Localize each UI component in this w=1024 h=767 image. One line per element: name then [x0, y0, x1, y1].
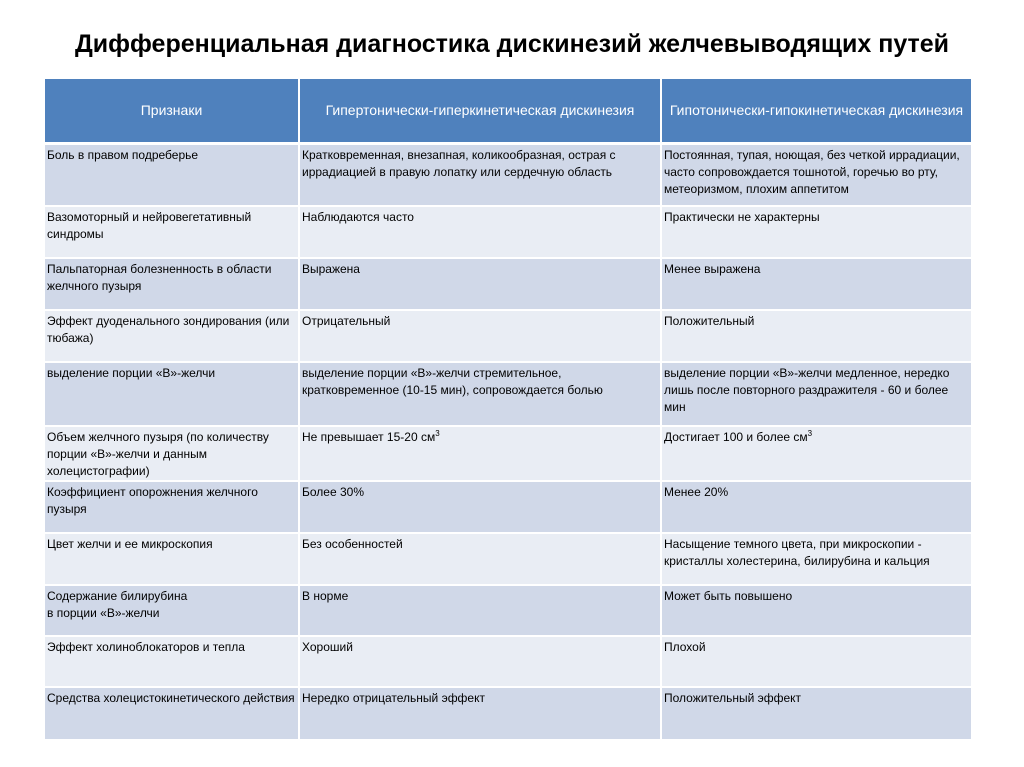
hypo-cell: Положительный эффект	[661, 687, 971, 740]
hyper-cell: Отрицательный	[299, 310, 661, 362]
hyper-cell: Без особенностей	[299, 533, 661, 585]
hyper-cell: Наблюдаются часто	[299, 206, 661, 258]
sign-cell: Боль в правом подреберье	[45, 143, 299, 206]
hyper-cell: Выражена	[299, 258, 661, 310]
sign-line: в порции «В»-желчи	[47, 606, 160, 620]
sign-cell: Объем желчного пузыря (по количеству порции «В»-желчи и данным холецистографии)	[45, 426, 299, 481]
table-row	[45, 310, 971, 362]
sign-cell: Вазомоторный и нейровегетативный синдромы	[45, 206, 299, 258]
hypo-cell: Плохой	[661, 636, 971, 687]
sign-cell	[45, 585, 299, 636]
hypo-cell: выделение порции «В»-желчи медленное, нередко лишь после повторного раздражителя - 60 и более мин	[661, 362, 971, 426]
sign-cell: Пальпаторная болезненность в области желчного пузыря	[45, 258, 299, 310]
header-hypotonic: Гипотонически-гипокинетическая дискинезия	[661, 79, 971, 143]
sign-cell: выделение порции «В»-желчи	[45, 362, 299, 426]
page-title: Дифференциальная диагностика дискинезий желчевыводящих путей	[74, 30, 950, 58]
sign-cell: Средства холецистокинетического действия	[45, 687, 299, 740]
header-hypertonic: Гипертонически-гиперкинетическая дискинезия	[299, 79, 661, 143]
diagnosis-table	[45, 79, 971, 741]
table-row	[45, 426, 971, 481]
hyper-cell: Хороший	[299, 636, 661, 687]
hypo-cell: Постоянная, тупая, ноющая, без четкой иррадиации, часто сопровождается тошнотой, горечью во рту, метеоризмом, плохим аппетитом	[661, 143, 971, 206]
sign-cell: Цвет желчи и ее микроскопия	[45, 533, 299, 585]
hyper-cell: Более 30%	[299, 481, 661, 533]
hypo-volume-text: Достигает 100 и более см	[664, 430, 808, 444]
table-row	[45, 533, 971, 585]
cubic-superscript: 3	[435, 429, 440, 438]
hypo-cell: Менее выражена	[661, 258, 971, 310]
hyper-cell: Нередко отрицательный эффект	[299, 687, 661, 740]
hyper-volume-text: Не превышает 15-20 см	[302, 430, 436, 444]
header-signs: Признаки	[45, 79, 299, 143]
sign-line: Содержание билирубина	[47, 589, 188, 603]
table-row	[45, 481, 971, 533]
hyper-cell: выделение порции «В»-желчи стремительное, кратковременное (10-15 мин), сопровождается болью	[299, 362, 661, 426]
table-row	[45, 687, 971, 740]
table-row	[45, 362, 971, 426]
sign-cell: Эффект холиноблокаторов и тепла	[45, 636, 299, 687]
sign-cell: Коэффициент опорожнения желчного пузыря	[45, 481, 299, 533]
table-row	[45, 636, 971, 687]
hyper-cell: Кратковременная, внезапная, коликообразная, острая с иррадиацией в правую лопатку или сердечную область	[299, 143, 661, 206]
table-row	[45, 143, 971, 206]
hypo-cell: Насыщение темного цвета, при микроскопии - кристаллы холестерина, билирубина и кальция	[661, 533, 971, 585]
sign-cell: Эффект дуоденального зондирования (или тюбажа)	[45, 310, 299, 362]
hyper-cell: В норме	[299, 585, 661, 636]
hypo-cell: Практически не характерны	[661, 206, 971, 258]
hyper-cell	[299, 426, 661, 481]
hypo-cell: Может быть повышено	[661, 585, 971, 636]
hypo-cell: Положительный	[661, 310, 971, 362]
table-row	[45, 206, 971, 258]
hypo-cell	[661, 426, 971, 481]
hypo-cell: Менее 20%	[661, 481, 971, 533]
cubic-superscript: 3	[807, 429, 813, 438]
table-header-row	[45, 79, 971, 143]
table-row	[45, 258, 971, 310]
table-row	[45, 585, 971, 636]
